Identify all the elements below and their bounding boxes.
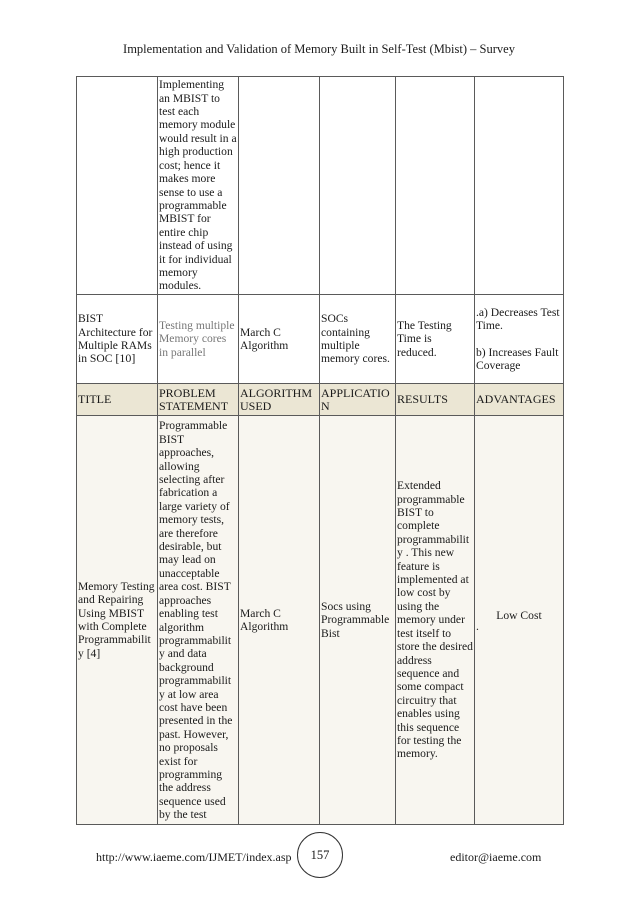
cell-advantages [475,295,564,384]
header-title: TITLE [77,384,158,416]
header-algorithm: ALGORITHM USED [239,384,320,416]
advantage-a: .a) Decreases Test Time. [476,305,560,333]
survey-table [76,76,564,825]
header-application: APPLICATIO N [320,384,396,416]
advantage-text: Low Cost [496,609,542,623]
cell-application: Socs using Programmable Bist [320,416,396,825]
header-advantages: ADVANTAGES [475,384,564,416]
cell-algorithm: March C Algorithm [239,416,320,825]
table-row [77,77,564,295]
footer-url[interactable]: http://www.iaeme.com/IJMET/index.asp [96,850,292,864]
page-header: Implementation and Validation of Memory Built in Self-Test (Mbist) – Survey [123,42,515,56]
cell-application [320,77,396,295]
cell-problem: Implementing an MBIST to test each memory module would result in a high production cost; hence it makes more sense to use a programmable MBIST for entire chip instead of using it for individual memory modules. [158,77,239,295]
table-row [77,295,564,384]
cell-title [77,77,158,295]
table-header-row [77,384,564,416]
cell-application: SOCs containing multiple memory cores. [320,295,396,384]
cell-algorithm [239,77,320,295]
cell-algorithm: March C Algorithm [239,295,320,384]
table-row [77,416,564,825]
cell-problem: Programmable BIST approaches, allowing selecting after fabrication a large variety of memory tests, are therefore desirable, but may lead on unacceptable area cost. BIST approaches enabling test algorithm programmabilit y and data background programmabilit y at low area cost have been presented in the past. However, no proposals exist for programming the address sequence used by the test [158,416,239,825]
cell-results: Extended programmable BIST to complete programmability . This new feature is implemented at low cost by using the memory under test itself to store the desired address sequence and some compact circuitry that enables using this sequence for testing the memory. [396,416,475,825]
cell-advantages [475,77,564,295]
footer-email[interactable]: editor@iaeme.com [450,850,542,864]
cell-title-text: BIST Architecture for Multiple RAMs in SOC [78,312,153,366]
header-results: RESULTS [396,384,475,416]
cell-title [77,295,158,384]
advantage-b: b) Increases Fault Coverage [476,345,559,372]
cell-results [396,77,475,295]
advantage-mark: . [476,619,479,633]
cell-title: Memory Testing and Repairing Using MBIST with Complete Programmability [4] [77,416,158,825]
header-problem: PROBLEM STATEMENT [158,384,239,416]
page-number: 157 [297,832,343,878]
cell-advantages [475,416,564,825]
cell-title-ref: [10] [115,351,136,366]
cell-results: The Testing Time is reduced. [396,295,475,384]
cell-problem: Testing multiple Memory cores in parallel [158,295,239,384]
